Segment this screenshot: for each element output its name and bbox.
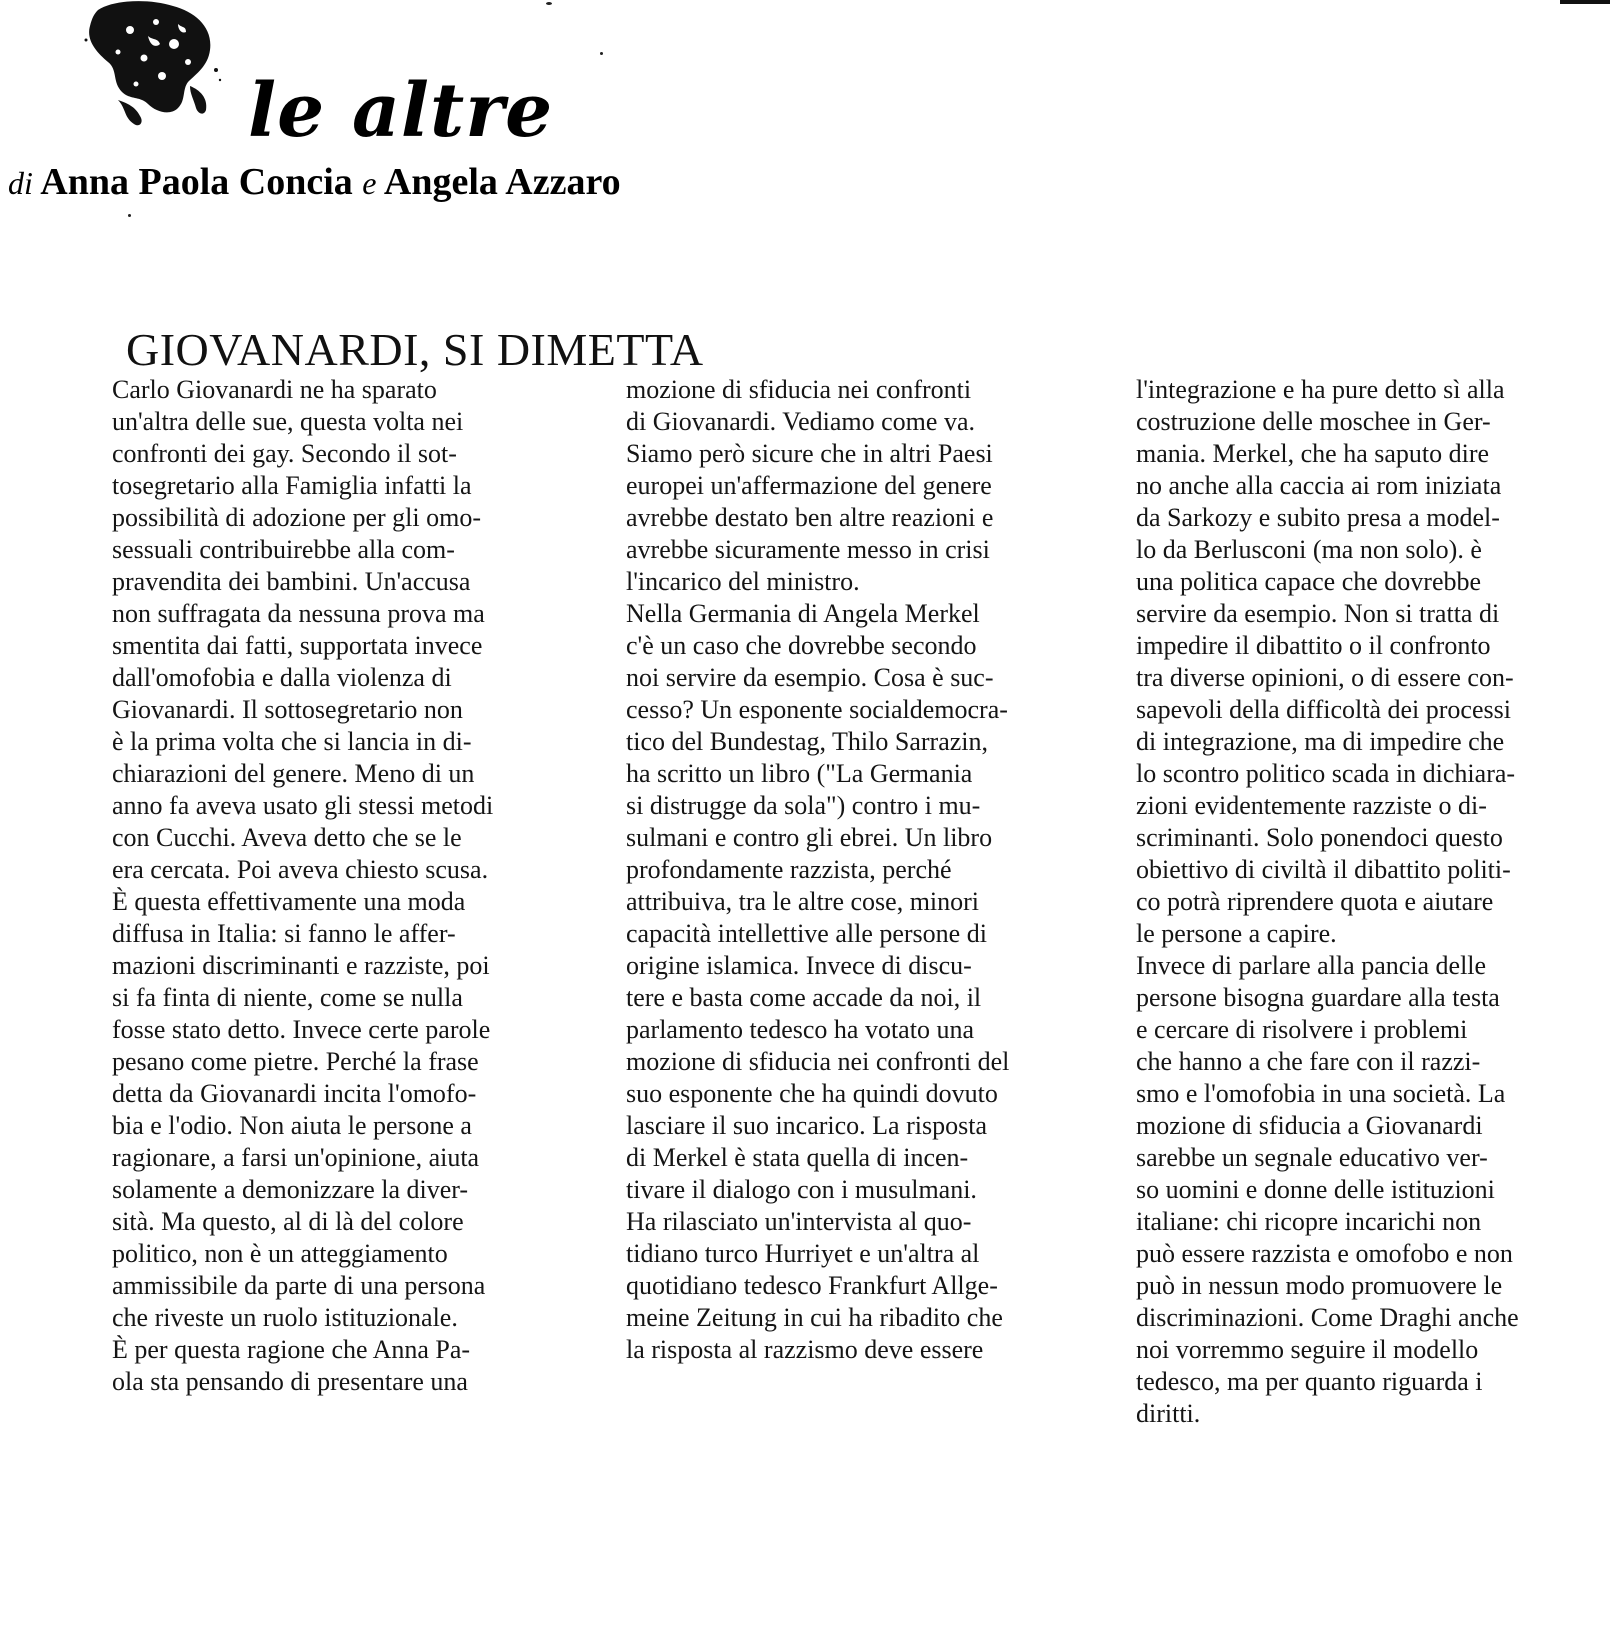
- article-text-line: non suffragata da nessuna prova ma: [112, 599, 485, 628]
- article-text-line: tere e basta come accade da noi, il: [626, 983, 982, 1012]
- article-text-line: diritti.: [1136, 1399, 1201, 1428]
- article-text-line: lo da Berlusconi (ma non solo). è: [1136, 535, 1482, 564]
- article-text-line: tosegretario alla Famiglia infatti la: [112, 471, 472, 500]
- article-text-line: Carlo Giovanardi ne ha sparato: [112, 375, 437, 404]
- byline-e: e: [362, 165, 377, 201]
- article-text-line: mazioni discriminanti e razziste, poi: [112, 951, 490, 980]
- column-name-heading: le altre: [248, 68, 554, 154]
- article-text-line: un'altra delle sue, questa volta nei: [112, 407, 464, 436]
- article-text-line: sessuali contribuirebbe alla com-: [112, 535, 455, 564]
- byline-di: di: [8, 165, 33, 201]
- article-text-line: anno fa aveva usato gli stessi metodi: [112, 791, 494, 820]
- article-text-line: e cercare di risolvere i problemi: [1136, 1015, 1468, 1044]
- article-text-line: la risposta al razzismo deve essere: [626, 1335, 984, 1364]
- article-text-line: persone bisogna guardare alla testa: [1136, 983, 1500, 1012]
- article-text-line: smo e l'omofobia in una società. La: [1136, 1079, 1506, 1108]
- article-text-line: ragionare, a farsi un'opinione, aiuta: [112, 1143, 480, 1172]
- article-text-line: Ha rilasciato un'intervista al quo-: [626, 1207, 972, 1236]
- article-headline: GIOVANARDI, SI DIMETTA: [126, 323, 704, 375]
- article-text-line: con Cucchi. Aveva detto che se le: [112, 823, 462, 852]
- article-text-line: mozione di sfiducia nei confronti: [626, 375, 972, 404]
- article-text-line: zioni evidentemente razziste o di-: [1136, 791, 1487, 820]
- article-text-line: che riveste un ruolo istituzionale.: [112, 1303, 458, 1332]
- article-text-line: ammissibile da parte di una persona: [112, 1271, 486, 1300]
- article-text-line: tedesco, ma per quanto riguarda i: [1136, 1367, 1483, 1396]
- article-text-line: di integrazione, ma di impedire che: [1136, 727, 1505, 756]
- article-text-line: tico del Bundestag, Thilo Sarrazin,: [626, 727, 988, 756]
- article-text-line: Nella Germania di Angela Merkel: [626, 599, 980, 628]
- byline: [8, 160, 621, 204]
- article-text-line: parlamento tedesco ha votato una: [626, 1015, 974, 1044]
- article-text-line: può in nessun modo promuovere le: [1136, 1271, 1503, 1300]
- article-text-line: politico, non è un atteggiamento: [112, 1239, 448, 1268]
- byline-author-2: Angela Azzaro: [383, 161, 621, 203]
- article-text-line: sapevoli della difficoltà dei processi: [1136, 695, 1511, 724]
- article-text-line: le persone a capire.: [1136, 919, 1337, 948]
- article-text-line: da Sarkozy e subito presa a model-: [1136, 503, 1500, 532]
- article-text-line: meine Zeitung in cui ha ribadito che: [626, 1303, 1003, 1332]
- article-text-line: capacità intellettive alle persone di: [626, 919, 987, 948]
- article-column-3: [1136, 374, 1606, 1430]
- article-text-line: impedire il dibattito o il confronto: [1136, 631, 1491, 660]
- article-text-line: sità. Ma questo, al di là del colore: [112, 1207, 464, 1236]
- article-text-line: quotidiano tedesco Frankfurt Allge-: [626, 1271, 998, 1300]
- article-text-line: avrebbe sicuramente messo in crisi: [626, 535, 990, 564]
- article-text-line: che hanno a che fare con il razzi-: [1136, 1047, 1481, 1076]
- article-text-line: ola sta pensando di presentare una: [112, 1367, 468, 1396]
- article-text-line: È questa effettivamente una moda: [112, 887, 466, 916]
- article-text-line: attribuiva, tra le altre cose, minori: [626, 887, 980, 916]
- article-text-line: discriminazioni. Come Draghi anche: [1136, 1303, 1519, 1332]
- scan-speck: [600, 52, 603, 55]
- byline-author-1: Anna Paola Concia: [40, 161, 353, 203]
- article-text-line: ha scritto un libro ("La Germania: [626, 759, 973, 788]
- scan-speck: [128, 214, 131, 217]
- article-text-line: lo scontro politico scada in dichiara-: [1136, 759, 1516, 788]
- article-text-line: so uomini e donne delle istituzioni: [1136, 1175, 1495, 1204]
- article-text-line: Invece di parlare alla pancia delle: [1136, 951, 1487, 980]
- article-text-line: noi servire da esempio. Cosa è suc-: [626, 663, 994, 692]
- scan-speck: [546, 2, 552, 5]
- article-text-line: mozione di sfiducia nei confronti del: [626, 1047, 1010, 1076]
- article-text-line: obiettivo di civiltà il dibattito politi-: [1136, 855, 1511, 884]
- article-text-line: noi vorremmo seguire il modello: [1136, 1335, 1479, 1364]
- article-column-1: [112, 374, 592, 1398]
- article-text-line: sulmani e contro gli ebrei. Un libro: [626, 823, 993, 852]
- article-text-line: era cercata. Poi aveva chiesto scusa.: [112, 855, 489, 884]
- article-text-line: no anche alla caccia ai rom iniziata: [1136, 471, 1502, 500]
- article-text-line: profondamente razzista, perché: [626, 855, 952, 884]
- article-text-line: di Merkel è stata quella di incen-: [626, 1143, 969, 1172]
- article-text-line: diffusa in Italia: si fanno le affer-: [112, 919, 456, 948]
- article-text-line: confronti dei gay. Secondo il sot-: [112, 439, 457, 468]
- article-text-line: bia e l'odio. Non aiuta le persone a: [112, 1111, 472, 1140]
- article-text-line: è la prima volta che si lancia in di-: [112, 727, 472, 756]
- article-text-line: dall'omofobia e dalla violenza di: [112, 663, 452, 692]
- article-text-line: chiarazioni del genere. Meno di un: [112, 759, 475, 788]
- article-text-line: costruzione delle moschee in Ger-: [1136, 407, 1491, 436]
- article-text-line: italiane: chi ricopre incarichi non: [1136, 1207, 1482, 1236]
- column-logo-illustration: [78, 0, 228, 130]
- article-column-2: [626, 374, 1106, 1366]
- article-text-line: tivare il dialogo con i musulmani.: [626, 1175, 977, 1204]
- article-text-line: pravendita dei bambini. Un'accusa: [112, 567, 471, 596]
- article-text-line: cesso? Un esponente socialdemocra-: [626, 695, 1008, 724]
- article-text-line: l'integrazione e ha pure detto sì alla: [1136, 375, 1505, 404]
- article-text-line: si fa finta di niente, come se nulla: [112, 983, 463, 1012]
- article-text-line: di Giovanardi. Vediamo come va.: [626, 407, 975, 436]
- article-text-line: È per questa ragione che Anna Pa-: [112, 1335, 471, 1364]
- top-rule-fragment: [1560, 0, 1610, 4]
- article-text-line: scriminanti. Solo ponendoci questo: [1136, 823, 1503, 852]
- article-text-line: Giovanardi. Il sottosegretario non: [112, 695, 463, 724]
- article-text-line: mania. Merkel, che ha saputo dire: [1136, 439, 1490, 468]
- article-text-line: lasciare il suo incarico. La risposta: [626, 1111, 987, 1140]
- article-text-line: co potrà riprendere quota e aiutare: [1136, 887, 1494, 916]
- article-text-line: servire da esempio. Non si tratta di: [1136, 599, 1500, 628]
- article-text-line: può essere razzista e omofobo e non: [1136, 1239, 1513, 1268]
- article-text-line: sarebbe un segnale educativo ver-: [1136, 1143, 1488, 1172]
- article-text-line: detta da Giovanardi incita l'omofo-: [112, 1079, 477, 1108]
- article-text-line: smentita dai fatti, supportata invece: [112, 631, 483, 660]
- article-text-line: pesano come pietre. Perché la frase: [112, 1047, 479, 1076]
- article-text-line: mozione di sfiducia a Giovanardi: [1136, 1111, 1483, 1140]
- article-text-line: europei un'affermazione del genere: [626, 471, 992, 500]
- article-text-line: avrebbe destato ben altre reazioni e: [626, 503, 994, 532]
- article-text-line: solamente a demonizzare la diver-: [112, 1175, 469, 1204]
- article-text-line: fosse stato detto. Invece certe parole: [112, 1015, 491, 1044]
- article-text-line: c'è un caso che dovrebbe secondo: [626, 631, 977, 660]
- article-text-line: tidiano turco Hurriyet e un'altra al: [626, 1239, 980, 1268]
- article-text-line: si distrugge da sola") contro i mu-: [626, 791, 981, 820]
- article-text-line: Siamo però sicure che in altri Paesi: [626, 439, 993, 468]
- article-text-line: suo esponente che ha quindi dovuto: [626, 1079, 998, 1108]
- article-text-line: l'incarico del ministro.: [626, 567, 860, 596]
- article-text-line: una politica capace che dovrebbe: [1136, 567, 1482, 596]
- article-text-line: origine islamica. Invece di discu-: [626, 951, 972, 980]
- article-text-line: possibilità di adozione per gli omo-: [112, 503, 481, 532]
- article-text-line: tra diverse opinioni, o di essere con-: [1136, 663, 1514, 692]
